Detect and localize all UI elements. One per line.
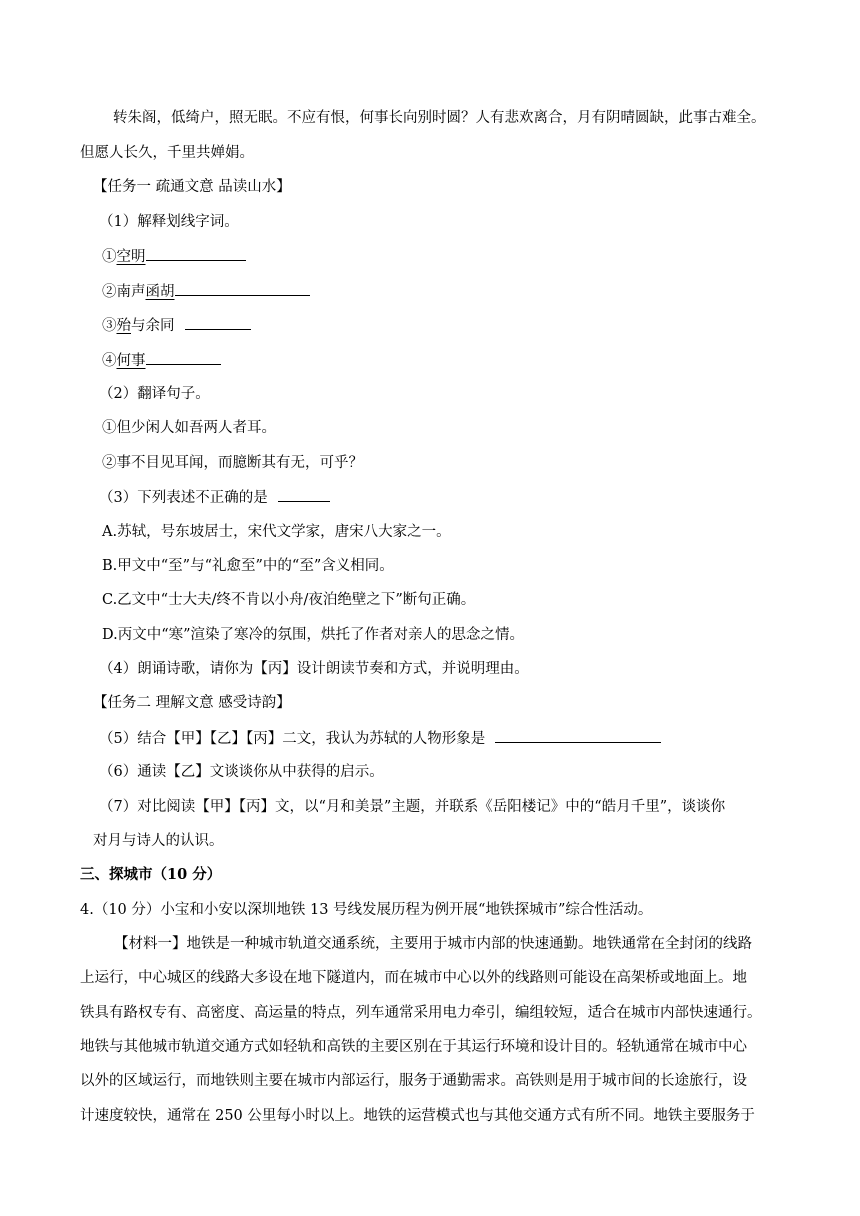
material1-line-3: 铁具有路权专有、高密度、高运量的特点，列车通常采用电力牵引，编组较短，适合在城市内部快速通行。 — [80, 1005, 762, 1021]
material1-line-4: 地铁与其他城市轨道交通方式如轻轨和高铁的主要区别在于其运行环境和设计目的。轻轨通常在城市中心 — [80, 1039, 747, 1055]
material1-line-2: 上运行，中心城区的线路大多设在地下隧道内，而在城市中心以外的线路则可能设在高架桥或地面上。地 — [80, 970, 747, 986]
answer-blank[interactable] — [495, 728, 661, 743]
answer-blank[interactable] — [146, 350, 221, 365]
q3-option-d: D.丙文中“寒”渲染了寒冷的氛围，烘托了作者对亲人的思念之情。 — [102, 627, 525, 643]
q5-text: （5）结合【甲】【乙】【丙】二文，我认为苏轼的人物形象是 — [99, 731, 486, 747]
material1-line-6: 计速度较快，通常在 250 公里每小时以上。地铁的运营模式也与其他交通方式有所不同。地铁主要服务于 — [80, 1108, 755, 1124]
q4-prompt: （4）朗诵诗歌，请你为【丙】设计朗读节奏和方式，并说明理由。 — [99, 661, 529, 677]
material1-line-5: 以外的区域运行，而地铁则主要在城市内部运行，服务于通勤需求。高铁则是用于城市间的长途旅行，设 — [80, 1073, 747, 1089]
task1-title: 【任务一 疏通文意 品读山水】 — [93, 179, 291, 195]
underlined-word: 函胡 — [145, 284, 175, 300]
q2-item-1: ①但少闲人如吾两人者耳。 — [102, 420, 276, 436]
answer-blank[interactable] — [175, 281, 310, 296]
q3-option-c: C.乙文中“士大夫/终不肯以小舟/夜泊绝壁之下”断句正确。 — [102, 592, 476, 608]
material1-line-1: 【材料一】地铁是一种城市轨道交通系统，主要用于城市内部的快速通勤。地铁通常在全封闭的线路 — [114, 936, 752, 952]
q3-prompt — [99, 487, 330, 508]
poem-line-1: 转朱阁，低绮户，照无眠。不应有恨，何事长向别时圆？人有悲欢离合，月有阴晴圆缺，此事古难全。 — [113, 110, 766, 126]
q6-prompt: （6）通读【乙】文谈谈你从中获得的启示。 — [99, 764, 384, 780]
answer-blank[interactable] — [278, 487, 330, 502]
q3-option-b: B.甲文中“至”与“礼愈至”中的“至”含义相同。 — [102, 558, 394, 574]
item-text: 与余同 — [131, 318, 175, 334]
item-text: 南声 — [116, 284, 146, 300]
answer-blank[interactable] — [185, 315, 251, 330]
poem-line-2: 但愿人长久，千里共婵娟。 — [80, 145, 254, 161]
q1-item-3 — [102, 315, 251, 336]
q1-item-2 — [102, 281, 310, 302]
item-number: ③ — [102, 318, 117, 334]
q1-item-1 — [102, 246, 246, 267]
question-4-stem: 4.（10 分）小宝和小安以深圳地铁 13 号线发展历程为例开展“地铁探城市”综合性活动。 — [80, 902, 653, 918]
item-number: ② — [102, 284, 117, 300]
underlined-word: 空明 — [116, 249, 146, 265]
item-number: ④ — [102, 353, 117, 369]
q3-text: （3）下列表述不正确的是 — [99, 490, 268, 506]
answer-blank[interactable] — [146, 246, 246, 261]
q3-option-a: A.苏轼，号东坡居士，宋代文学家，唐宋八大家之一。 — [102, 524, 451, 540]
q1-item-4 — [102, 350, 221, 371]
q7-line-2: 对月与诗人的认识。 — [93, 833, 224, 849]
section3-title: 三、探城市（10 分） — [80, 866, 222, 883]
q1-prompt: （1）解释划线字词。 — [99, 214, 239, 230]
underlined-word: 何事 — [116, 353, 146, 369]
q2-prompt: （2）翻译句子。 — [99, 386, 210, 402]
q5-prompt — [99, 728, 661, 749]
q2-item-2: ②事不目见耳闻，而臆断其有无，可乎？ — [102, 455, 363, 471]
item-number: ① — [102, 249, 117, 265]
task2-title: 【任务二 理解文意 感受诗韵】 — [93, 695, 291, 711]
underlined-word: 殆 — [116, 318, 131, 334]
q7-line-1: （7）对比阅读【甲】【丙】文，以“月和美景”主题，并联系《岳阳楼记》中的“皓月千里”，谈谈你 — [99, 799, 726, 815]
